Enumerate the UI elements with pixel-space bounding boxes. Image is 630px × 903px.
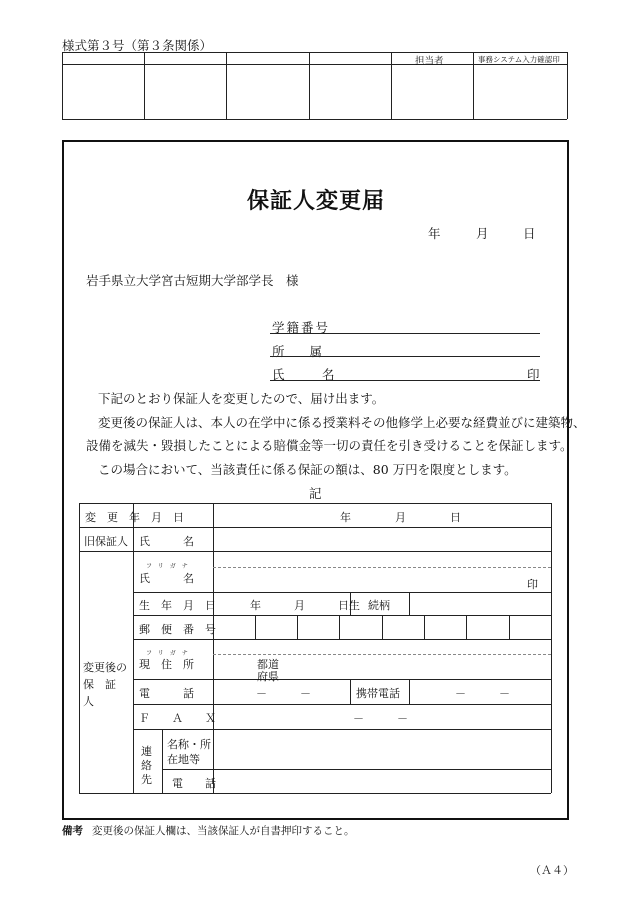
pref-label: 都道 xyxy=(257,658,279,671)
address-label: 現 住 所 xyxy=(139,658,194,671)
date-day: 日 xyxy=(523,226,536,241)
contact-name-label: 名称・所在地等 xyxy=(167,738,211,766)
new-guarantor-label: 変更後の保 証 人 xyxy=(83,661,127,708)
fax-dash: － － xyxy=(353,712,408,725)
phone-dash: － － xyxy=(256,687,311,700)
system-check-label: 事務システム入力確認印 xyxy=(478,55,560,64)
person-in-charge-label: 担当者 xyxy=(415,56,444,67)
date-year: 年 xyxy=(428,226,441,241)
page-size: （Ａ４） xyxy=(530,864,574,877)
old-name-label: 氏 名 xyxy=(139,535,194,548)
page-title: 保証人変更届 xyxy=(247,188,386,214)
body-paragraph-1: 下記のとおり保証人を変更したので、届け出ます。 xyxy=(98,391,385,406)
body-paragraph-3: この場合において、当該責任に係る保証の額は、80 万円を限度とします。 xyxy=(98,462,517,477)
birth-value: 年 月 日生 xyxy=(250,599,360,612)
furigana-name: フリガナ xyxy=(146,563,194,570)
phone-label: 電 話 xyxy=(139,687,194,700)
contact-label: 連絡先 xyxy=(141,745,152,786)
old-guarantor-label: 旧保証人 xyxy=(84,535,128,548)
mobile-label: 携帯電話 xyxy=(356,687,400,700)
change-date-value: 年 月 日 xyxy=(340,511,461,524)
note-label: 備考 xyxy=(62,825,83,837)
fax-label: Ｆ Ａ Ｘ xyxy=(139,712,216,725)
affiliation-label: 所 属 xyxy=(272,344,323,359)
body-paragraph-2b: 設備を滅失・毀損したことによる賠償金等一切の責任を引き受けることを保証します。 xyxy=(86,438,573,453)
addressee: 岩手県立大学宮古短期大学部学長 様 xyxy=(86,273,299,288)
change-date-label: 変 更 年 月 日 xyxy=(85,511,184,524)
ki-label: 記 xyxy=(309,486,322,501)
body-paragraph-2a: 変更後の保証人は、本人の在学中に係る授業料その他修学上必要な経費並びに建築物、 xyxy=(98,415,586,430)
date-month: 月 xyxy=(476,226,489,241)
note-text: 変更後の保証人欄は、当該保証人が自書押印すること。 xyxy=(92,825,355,837)
mobile-dash: － － xyxy=(455,687,510,700)
postal-label: 郵 便 番 号 xyxy=(139,623,216,636)
birth-label: 生 年 月 日 xyxy=(139,599,216,612)
form-number: 様式第３号（第３条関係） xyxy=(62,38,213,53)
applicant-name-label: 氏 名 xyxy=(272,367,335,382)
fuken-label: 府県 xyxy=(257,670,279,683)
furigana-address: フリガナ xyxy=(146,650,194,657)
relationship-label: 続柄 xyxy=(368,599,390,612)
new-seal: 印 xyxy=(527,578,538,591)
contact-phone-label: 電 話 xyxy=(172,777,216,790)
new-name-label: 氏 名 xyxy=(139,572,194,585)
applicant-seal: 印 xyxy=(527,367,540,382)
student-number-label: 学籍番号 xyxy=(272,320,331,335)
